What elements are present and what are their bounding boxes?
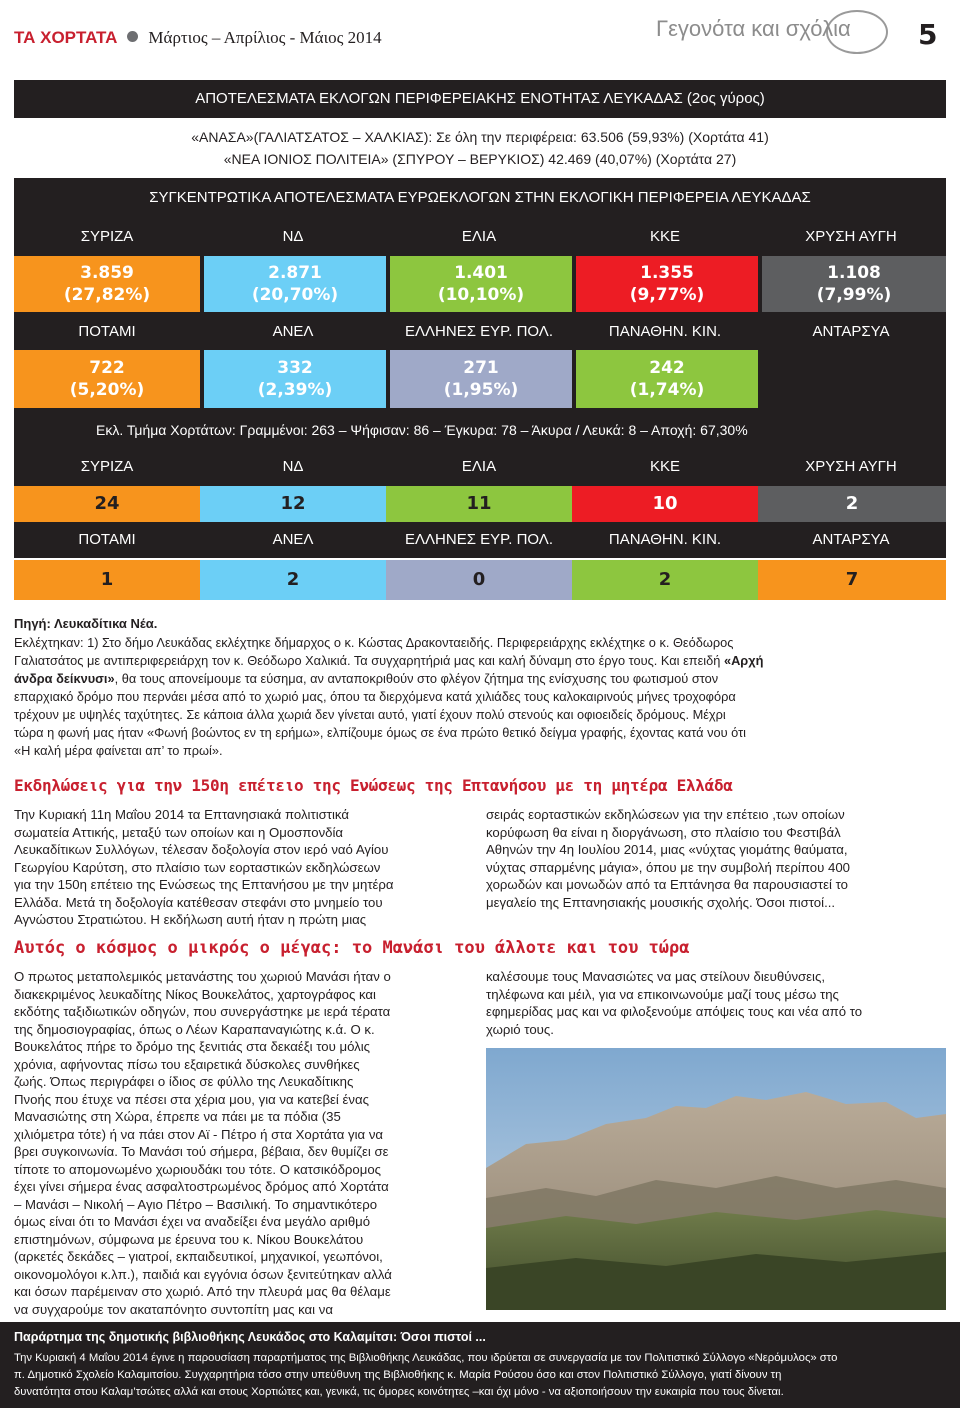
page-header xyxy=(0,0,960,62)
text-line: τίποτε το απομονωμένο χωριουδάκι του τότε. Ο κατσικόδρομος xyxy=(14,1161,382,1177)
result-box xyxy=(204,256,386,312)
text-line: διακεκριμένος λευκαδίτης Νίκος Βουκελάτος, χαρτογράφος και xyxy=(14,986,376,1002)
text-line: οικονομολόγοι κ.λπ.), παιδιά και εγγόνια όσων ξενιτεύτηκαν αλλά xyxy=(14,1266,392,1282)
text-line: Ελλάδα. Μετά τη δοξολογία κατέθεσαν στεφάνι στο μνημείο του xyxy=(14,894,383,910)
elected-line: τρέχουν με υψηλές ταχύτητες. Σε κάποια άλλα χωριά δεν γίνεται αυτό, γιατί έχουν πολύ στενούς και οφιοειδείς δρόμους. Μέχρι xyxy=(14,707,726,722)
result-box xyxy=(14,350,200,408)
text-line: Βουκελάτος πήρε το δρόμο της ξενιτιάς στα δεκαέξι του μόλις xyxy=(14,1039,371,1054)
result-box xyxy=(576,350,758,408)
percent: (1,95%) xyxy=(443,380,519,400)
percent: (5,20%) xyxy=(69,380,145,400)
party-label: ΑΝΤΑΡΣΥΑ xyxy=(812,323,890,340)
text-line: νύχτας σπαρμένης μάγια», όπου με την συμβολή περίπου 400 xyxy=(486,859,850,875)
text-line: καλέσουμε τους Μανασιώτες να μας στείλουν διευθύνσεις, xyxy=(486,969,826,984)
issue-date: Μάρτιος – Απρίλιος - Μάιος 2014 xyxy=(148,28,382,47)
local-row1-labels xyxy=(14,448,946,486)
footer-box xyxy=(0,1322,960,1408)
party-label: ΠΑΝΑΘΗΝ. ΚΙΝ. xyxy=(608,531,722,548)
percent: (2,39%) xyxy=(257,380,333,400)
source-note: Πηγή: Λευκαδίτικα Νέα. xyxy=(14,616,158,631)
text-line: σωματεία Αττικής, μεταξύ των οποίων και η Ομοσπονδία xyxy=(14,824,344,840)
local-result: 10 xyxy=(572,486,758,522)
euro-row2-labels xyxy=(14,314,946,350)
text-line: σειράς εορταστικών εκδηλώσεων για την επέτειο ,των οποίων xyxy=(486,807,845,822)
local-result: 2 xyxy=(572,560,758,600)
text-line: εφημερίδας μας και να φιλοξενούμε απόψεις τους και νέα από το xyxy=(486,1004,863,1019)
text-line: (αρκετές δεκάδες – γιατροί, εκπαιδευτικοί, μηχανικοί, γεωπόνοι, xyxy=(14,1249,383,1264)
text-span: Γαλιατσάτος με αντιπεριφερειάρχη τον κ. Θεόδωρο Χαλικιά. Τα συγχαρητήριά μας και καλή δύναμη στο έργο τους. Και επειδή xyxy=(14,653,724,668)
votes: 332 xyxy=(277,358,313,378)
bold-quote: άνδρα δείκνυσι» xyxy=(14,671,115,686)
text-line: Αγνώστου Στρατιώτου. Η εκδήλωση αυτή ήταν η πρώτη μιας xyxy=(14,912,367,927)
text-line: όμως είναι ότι το Μανάσι έχει να αναδείξει ένα μεγάλο αριθμό xyxy=(14,1214,371,1229)
elected-line: Εκλέχτηκαν: 1) Στο δήμο Λευκάδας εκλέχτηκε δήμαρχος ο κ. Κώστας Δρακονταειδής. Περιφερειάρχης εκλέχτηκε ο κ. Θεόδωρος xyxy=(14,635,734,650)
percent: (10,10%) xyxy=(437,285,525,305)
votes: 3.859 xyxy=(80,263,134,283)
votes: 242 xyxy=(649,358,685,378)
elected-line: «Η καλή μέρα φαίνεται απ’ το πρωί». xyxy=(14,743,223,758)
local-title: Εκλ. Τμήμα Χορτάτων: Γραμμένοι: 263 – Ψήφισαν: 86 – Έγκυρα: 78 – Άκυρα / Λευκά: 8 – Αποχή: 67,30% xyxy=(96,422,748,438)
votes: 2.871 xyxy=(268,263,322,283)
local-result: 7 xyxy=(758,560,946,600)
euro-title: ΣΥΓΚΕΝΤΡΩΤΙΚΑ ΑΠΟΤΕΛΕΣΜΑΤΑ ΕΥΡΩΕΚΛΟΓΩΝ ΣΤΗΝ ΕΚΛΟΓΙΚΗ ΠΕΡΙΦΕΡΕΙΑ ΛΕΥΚΑΔΑΣ xyxy=(149,189,811,206)
text-line: Την Κυριακή 11η Μαΐου 2014 τα Επτανησιακά πολιτιστικά xyxy=(14,807,349,822)
text-line: χωριό τους. xyxy=(486,1021,554,1037)
text-line: κορύφωση θα είναι η διοργάνωση, στο πλαίσιο του Φεστιβάλ xyxy=(486,824,841,840)
party-label: ΚΚΕ xyxy=(649,458,680,475)
text-line: για την 150η επέτειο της Ενώσεως της Επτανήσου με την μητέρα xyxy=(14,877,394,892)
percent: (20,70%) xyxy=(251,285,339,305)
article2-left-column xyxy=(14,968,472,1318)
result-box xyxy=(14,256,200,312)
party-label: ΚΚΕ xyxy=(649,228,680,245)
text-line: Πνοής που έτυχε να πέσει στα χέρια μου, για να κατεβεί ένας xyxy=(14,1091,369,1107)
footer-line: δυνατότητα στου Καλαμ’τσώτες αλλά και στους Χορτιώτες και, γενικά, τις όμορες κοινότητες –και όχι μόνο - να αξιοποιήσουν την ευκαιρία που τους δίνεται. xyxy=(14,1386,784,1398)
text-line: Ο πρωτος μεταπολεμικός μετανάστης του χωριού Μανάσι ήταν ο xyxy=(14,969,391,984)
article2-title: Αυτός ο κόσμος ο μικρός ο μέγας: το Μανάσι του άλλοτε και του τώρα xyxy=(14,938,690,958)
text-line: Αθηνών την 4η Ιουλίου 2014, μιας «νύχτας γιομάτης θαύματα, xyxy=(486,842,848,857)
elected-line xyxy=(14,652,946,670)
bold-quote: «Αρχή xyxy=(723,653,764,668)
article1-title: Εκδηλώσεις για την 150η επέτειο της Ενώσεως της Επτανήσου με τη μητέρα Ελλάδα xyxy=(14,776,733,795)
local-result: 2 xyxy=(758,486,946,522)
local-row1-values xyxy=(14,486,946,522)
local-row2-labels xyxy=(14,522,946,558)
elected-line xyxy=(14,670,946,688)
party-label: ΧΡΥΣΗ ΑΥΓΗ xyxy=(805,458,897,475)
party-label: ΑΝΕΛ xyxy=(272,531,314,548)
text-line: Λευκαδίτικων Συλλόγων, τέλεσαν δοξολογία στον ιερό ναό Αγίου xyxy=(14,842,389,857)
page-number: 5 xyxy=(918,18,938,51)
party-label: ΧΡΥΣΗ ΑΥΓΗ xyxy=(805,228,897,245)
result-box xyxy=(576,256,758,312)
votes: 271 xyxy=(463,358,499,378)
party-label: ΝΔ xyxy=(282,228,304,245)
party-label: ΑΝΕΛ xyxy=(272,323,314,340)
text-line: έχει γίνει σήμερα ένας ασφαλτοστρωμένος δρόμος από Χορτάτα xyxy=(14,1179,389,1194)
text-line: μεγαλείο της Επτανησιακής μουσικής σχολής. Όσοι πιστοί... xyxy=(486,894,836,910)
party-label: ΠΟΤΑΜΙ xyxy=(78,531,136,548)
euro-title-bar xyxy=(14,178,946,218)
text-line: χορωδών και μονωδών από τα Επτάνησα θα παρουσιαστεί το xyxy=(486,877,848,892)
text-line: Μανασιώτης στη Χώρα, έπρεπε να πάει με τα πόδια (35 xyxy=(14,1109,341,1124)
euro-row1-labels xyxy=(14,218,946,256)
party-label: ΣΥΡΙΖΑ xyxy=(80,228,134,245)
mountain-landscape-photo xyxy=(486,1048,946,1310)
text-line: της δημοσιογραφίας, όπως ο Λέων Καραπαναγιώτης κ.ά. Ο κ. xyxy=(14,1021,375,1037)
local-result: 1 xyxy=(14,560,200,600)
text-line: ζωής. Όπως περιγράφει ο ίδιος σε φύλλο της Λευκαδίτικης xyxy=(14,1074,354,1089)
votes: 722 xyxy=(89,358,125,378)
result-box xyxy=(390,256,572,312)
euro-row1-values xyxy=(14,256,946,316)
local-row2-values xyxy=(14,560,946,600)
text-line: τηλέφωνα και μέιλ, για να επικοινωνούμε μαζί τους μέσω της xyxy=(486,986,839,1002)
text-line: χιλιόμετρα τότε) ή να πάει στον Αϊ - Πέτρο ή στα Χορτάτα για να xyxy=(14,1126,384,1142)
text-line: και όσων παρέμειναν στο χωριό. Από την πλευρά μας θα θέλαμε xyxy=(14,1284,391,1299)
percent: (9,77%) xyxy=(629,285,705,305)
text-line: εκδότης ταξιδιωτικών οδηγών, που συνεργάστηκε με ιερά τέρατα xyxy=(14,1004,391,1019)
party-label: ΠΟΤΑΜΙ xyxy=(78,323,136,340)
party-label: ΕΛΙΑ xyxy=(461,458,497,475)
local-result: 12 xyxy=(200,486,386,522)
footer-text xyxy=(14,1350,950,1401)
party-label: ΑΝΤΑΡΣΥΑ xyxy=(812,531,890,548)
party-label: ΠΑΝΑΘΗΝ. ΚΙΝ. xyxy=(608,323,722,340)
article1-right-column xyxy=(486,806,946,911)
article2-right-column xyxy=(486,968,946,1038)
local-title-bar xyxy=(14,412,946,448)
percent: (27,82%) xyxy=(63,285,151,305)
votes: 1.108 xyxy=(827,263,881,283)
local-result: 11 xyxy=(386,486,572,522)
footer-line: Την Κυριακή 4 Μαΐου 2014 έγινε η παρουσίαση παραρτήματος της Βιβλιοθήκης Λευκάδας, που ιδρύεται σε συνεργασία με τον Πολιτιστικό Σύλλογο «Νερόμυλος» στο xyxy=(14,1352,838,1364)
percent: (1,74%) xyxy=(629,380,705,400)
text-line: βρει συγκοινωνία. Το Μανάσι τού σήμερα, βέβαια, δεν θυμίζει σε xyxy=(14,1144,389,1159)
local-result: 24 xyxy=(14,486,200,522)
text-line: επιστημόνων, σύμφωνα με έρευνα του κ. Νίκου Βουκελάτου xyxy=(14,1231,364,1247)
result-box xyxy=(204,350,386,408)
footer-line: π. Δημοτικό Σχολείο Καλαμιτσίου. Συγχαρητήρια τόσο στην υπεύθυνη της Βιβλιοθήκης κ. Μαρία Ρούσου όσο και στον Πολιτιστικό Σύλλογο, γιατί δίνουν τη xyxy=(14,1369,782,1381)
masthead xyxy=(14,28,382,48)
party-label: ΕΛΙΑ xyxy=(461,228,497,245)
regional-title: ΑΠΟΤΕΛΕΣΜΑΤΑ ΕΚΛΟΓΩΝ ΠΕΡΙΦΕΡΕΙΑΚΗΣ ΕΝΟΤΗΤΑΣ ΛΕΥΚΑΔΑΣ (2ος γύρος) xyxy=(195,90,765,107)
party-label: ΕΛΛΗΝΕΣ ΕΥΡ. ΠΟΛ. xyxy=(404,531,553,548)
article1-left-column xyxy=(14,806,472,929)
local-result: 2 xyxy=(200,560,386,600)
text-line: Γεωργίου Καρύτση, στο πλαίσιο των εορταστικών εκδηλώσεων xyxy=(14,859,381,875)
local-result: 0 xyxy=(386,560,572,600)
votes: 1.401 xyxy=(454,263,508,283)
text-line: χρόνια, αφήνοντας πίσω του εξαιρετικά δύσκολες συνθήκες xyxy=(14,1056,360,1072)
result-box xyxy=(762,256,946,312)
text-span: , θα τους απονείμουμε τα εύσημα, αν ανταποκριθούν στο φλέγον ζήτημα της ενίσχυσης του φωτισμού στον xyxy=(114,671,719,686)
percent: (7,99%) xyxy=(816,285,892,305)
elected-line: τώρα η φωνή μας ήταν «Φωνή βοώντος εν τη ερήμω», ελπίζουμε όμως σε ένα πρώτο θετικό δείγμα γραφής, έχοντας κατά νου ότι xyxy=(14,725,746,740)
text-line: – Μανάσι – Νικολή – Αγιο Πέτρο – Βασιλική. Το σημαντικότερο xyxy=(14,1196,378,1212)
elected-line: επαρχιακό δρόμο που περνάει μέσα από το χωριό μας, όπου τα διερχόμενα κατά χιλιάδες τους καλοκαιρινούς μήνες τροχοφόρα xyxy=(14,689,736,704)
separator-dot-icon xyxy=(127,31,138,42)
elected-paragraph xyxy=(14,634,946,760)
party-label: ΕΛΛΗΝΕΣ ΕΥΡ. ΠΟΛ. xyxy=(404,323,553,340)
result-box xyxy=(390,350,572,408)
votes: 1.355 xyxy=(640,263,694,283)
text-line: να συγχαρούμε τον ακαταπόνητο συντοπίτη μας και να xyxy=(14,1301,333,1317)
regional-line-2: «ΝΕΑ ΙΟΝΙΟΣ ΠΟΛΙΤΕΙΑ» (ΣΠΥΡΟΥ – ΒΕΡΥΚΙΟΣ) 42.469 (40,07%) (Χορτάτα 27) xyxy=(223,151,737,167)
regional-results xyxy=(14,126,946,170)
party-label: ΣΥΡΙΖΑ xyxy=(80,458,134,475)
paper-name: ΤΑ ΧΟΡΤΑΤΑ xyxy=(14,28,118,47)
regional-title-bar xyxy=(14,80,946,118)
regional-line-1: «ΑΝΑΣΑ»(ΓΑΛΙΑΤΣΑΤΟΣ – ΧΑΛΚΙΑΣ): Σε όλη την περιφέρεια: 63.506 (59,93%) (Χορτάτα 41) xyxy=(191,129,769,145)
euro-row2-values xyxy=(14,350,946,412)
section-title: Γεγονότα και σχόλια xyxy=(656,16,851,41)
footer-title: Παράρτημα της δημοτικής βιβλιοθήκης Λευκάδος στο Καλαμίτσι: Όσοι πιστοί ... xyxy=(14,1330,486,1344)
party-label: ΝΔ xyxy=(282,458,304,475)
